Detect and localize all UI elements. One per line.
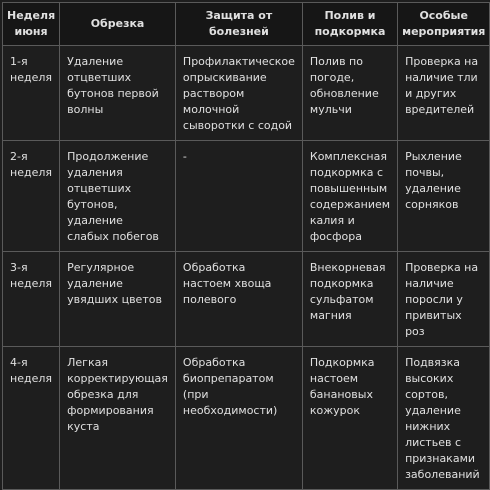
cell-watering-feeding: Подкормка настоем банановых кожурок bbox=[302, 347, 397, 490]
cell-week: 2-я неделя bbox=[3, 141, 60, 252]
cell-watering-feeding: Внекорневая подкормка сульфатом магния bbox=[302, 252, 397, 347]
cell-watering-feeding: Комплексная подкормка с повышенным содержанием калия и фосфора bbox=[302, 141, 397, 252]
cell-watering-feeding: Полив по погоде, обновление мульчи bbox=[302, 46, 397, 141]
cell-special-activities: Проверка на наличие тли и других вредителей bbox=[398, 46, 490, 141]
cell-disease-protection: Обработка биопрепаратом (при необходимости) bbox=[175, 347, 302, 490]
cell-pruning: Регулярное удаление увядших цветов bbox=[60, 252, 176, 347]
cell-disease-protection: Профилактическое опрыскивание раствором молочной сыворотки с содой bbox=[175, 46, 302, 141]
header-week: Неделя июня bbox=[3, 3, 60, 46]
header-disease-protection: Защита от болезней bbox=[175, 3, 302, 46]
table-row bbox=[3, 252, 490, 347]
table-container bbox=[2, 2, 490, 490]
cell-disease-protection: Обработка настоем хвоща полевого bbox=[175, 252, 302, 347]
cell-special-activities: Подвязка высоких сортов, удаление нижних листьев с признаками заболеваний bbox=[398, 347, 490, 490]
cell-pruning: Удаление отцветших бутонов первой волны bbox=[60, 46, 176, 141]
cell-week: 4-я неделя bbox=[3, 347, 60, 490]
cell-pruning: Легкая корректирующая обрезка для формирования куста bbox=[60, 347, 176, 490]
table-row bbox=[3, 46, 490, 141]
header-special-activities: Особые мероприятия bbox=[398, 3, 490, 46]
cell-week: 1-я неделя bbox=[3, 46, 60, 141]
cell-disease-protection: - bbox=[175, 141, 302, 252]
table-row bbox=[3, 141, 490, 252]
cell-week: 3-я неделя bbox=[3, 252, 60, 347]
june-care-table bbox=[2, 2, 490, 490]
table-row bbox=[3, 347, 490, 490]
cell-special-activities: Проверка на наличие поросли у привитых роз bbox=[398, 252, 490, 347]
table-header-row bbox=[3, 3, 490, 46]
header-watering-feeding: Полив и подкормка bbox=[302, 3, 397, 46]
cell-pruning: Продолжение удаления отцветших бутонов, удаление слабых побегов bbox=[60, 141, 176, 252]
cell-special-activities: Рыхление почвы, удаление сорняков bbox=[398, 141, 490, 252]
header-pruning: Обрезка bbox=[60, 3, 176, 46]
